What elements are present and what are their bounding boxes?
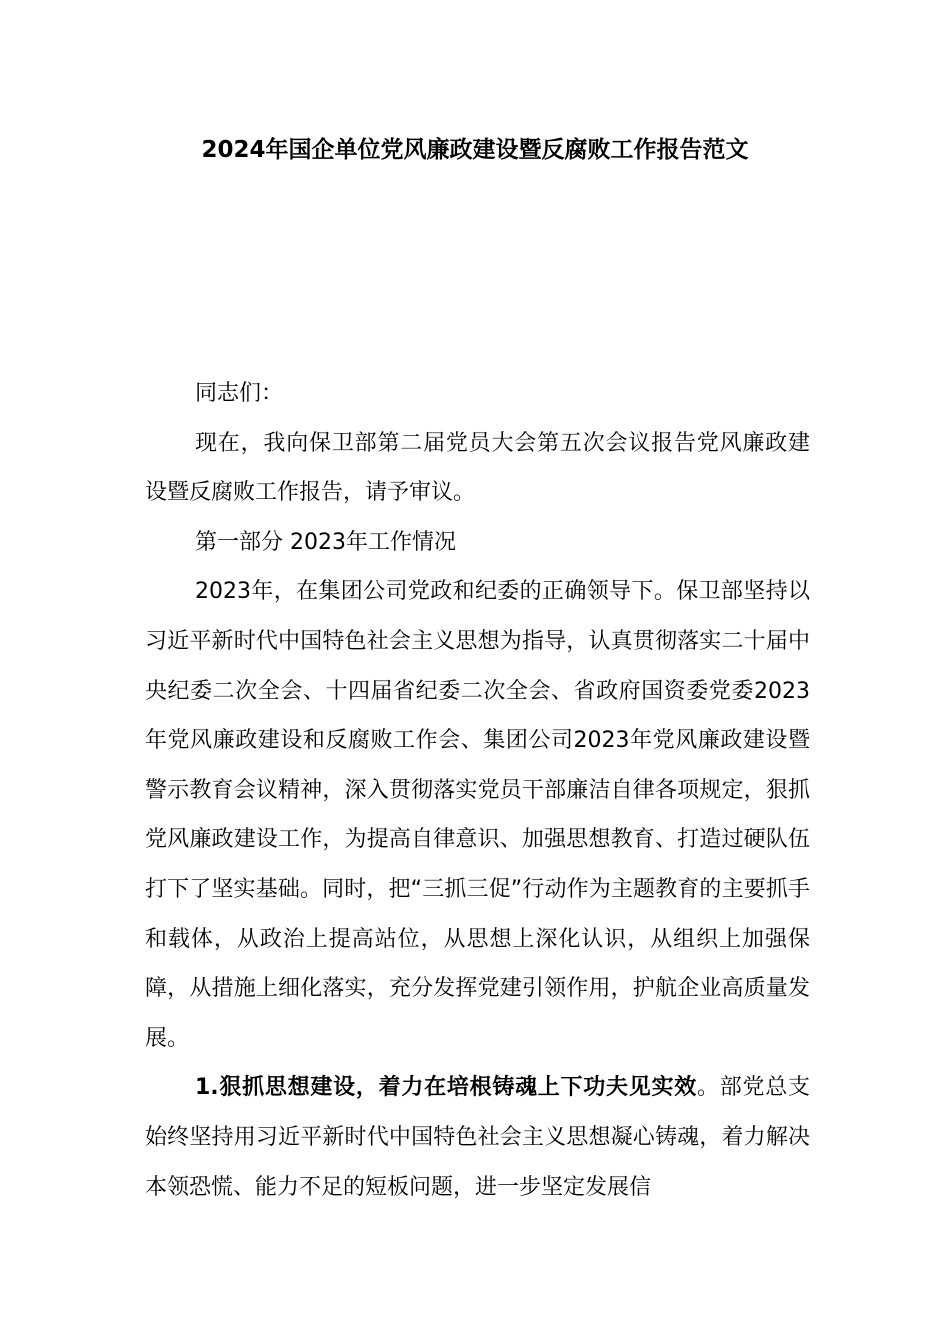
point-one-text: 。部党总支始终坚持用习近平新时代中国特色社会主义思想凝心铸魂，着力解决本领恐慌、能力不足的短板问题，进一步坚定发展信 xyxy=(145,1075,810,1200)
point-one-paragraph xyxy=(145,1063,810,1212)
document-title: 2024年国企单位党风廉政建设暨反腐败工作报告范文 xyxy=(201,137,749,163)
salutation-paragraph: 同志们： xyxy=(195,381,284,406)
section-heading: 第一部分 2023年工作情况 xyxy=(195,529,456,555)
work-summary-paragraph: 2023年，在集团公司党政和纪委的正确领导下。保卫部坚持以习近平新时代中国特色社会主义思想为指导，认真贯彻落实二十届中央纪委二次全会、十四届省纪委二次全会、省政府国资委党委2023年党风廉政建设和反腐败工作会、集团公司2023年党风廉政建设暨警示教育会议精神，深入贯彻落实党员干部廉洁自律各项规定，狠抓党风廉政建设工作，为提高自律意识、加强思想教育、打造过硬队伍打下了坚实基础。同时，把“三抓三促”行动作为主题教育的主要抓手和载体，从政治上提高站位，从思想上深化认识，从组织上加强保障，从措施上细化落实，充分发挥党建引领作用，护航企业高质量发展。 xyxy=(145,579,810,1051)
document-body xyxy=(145,369,810,1212)
intro-paragraph: 现在，我向保卫部第二届党员大会第五次会议报告党风廉政建设暨反腐败工作报告，请予审议。 xyxy=(145,430,810,506)
point-one-heading: 1.狠抓思想建设，着力在培根铸魂上下功夫见实效 xyxy=(195,1075,698,1101)
